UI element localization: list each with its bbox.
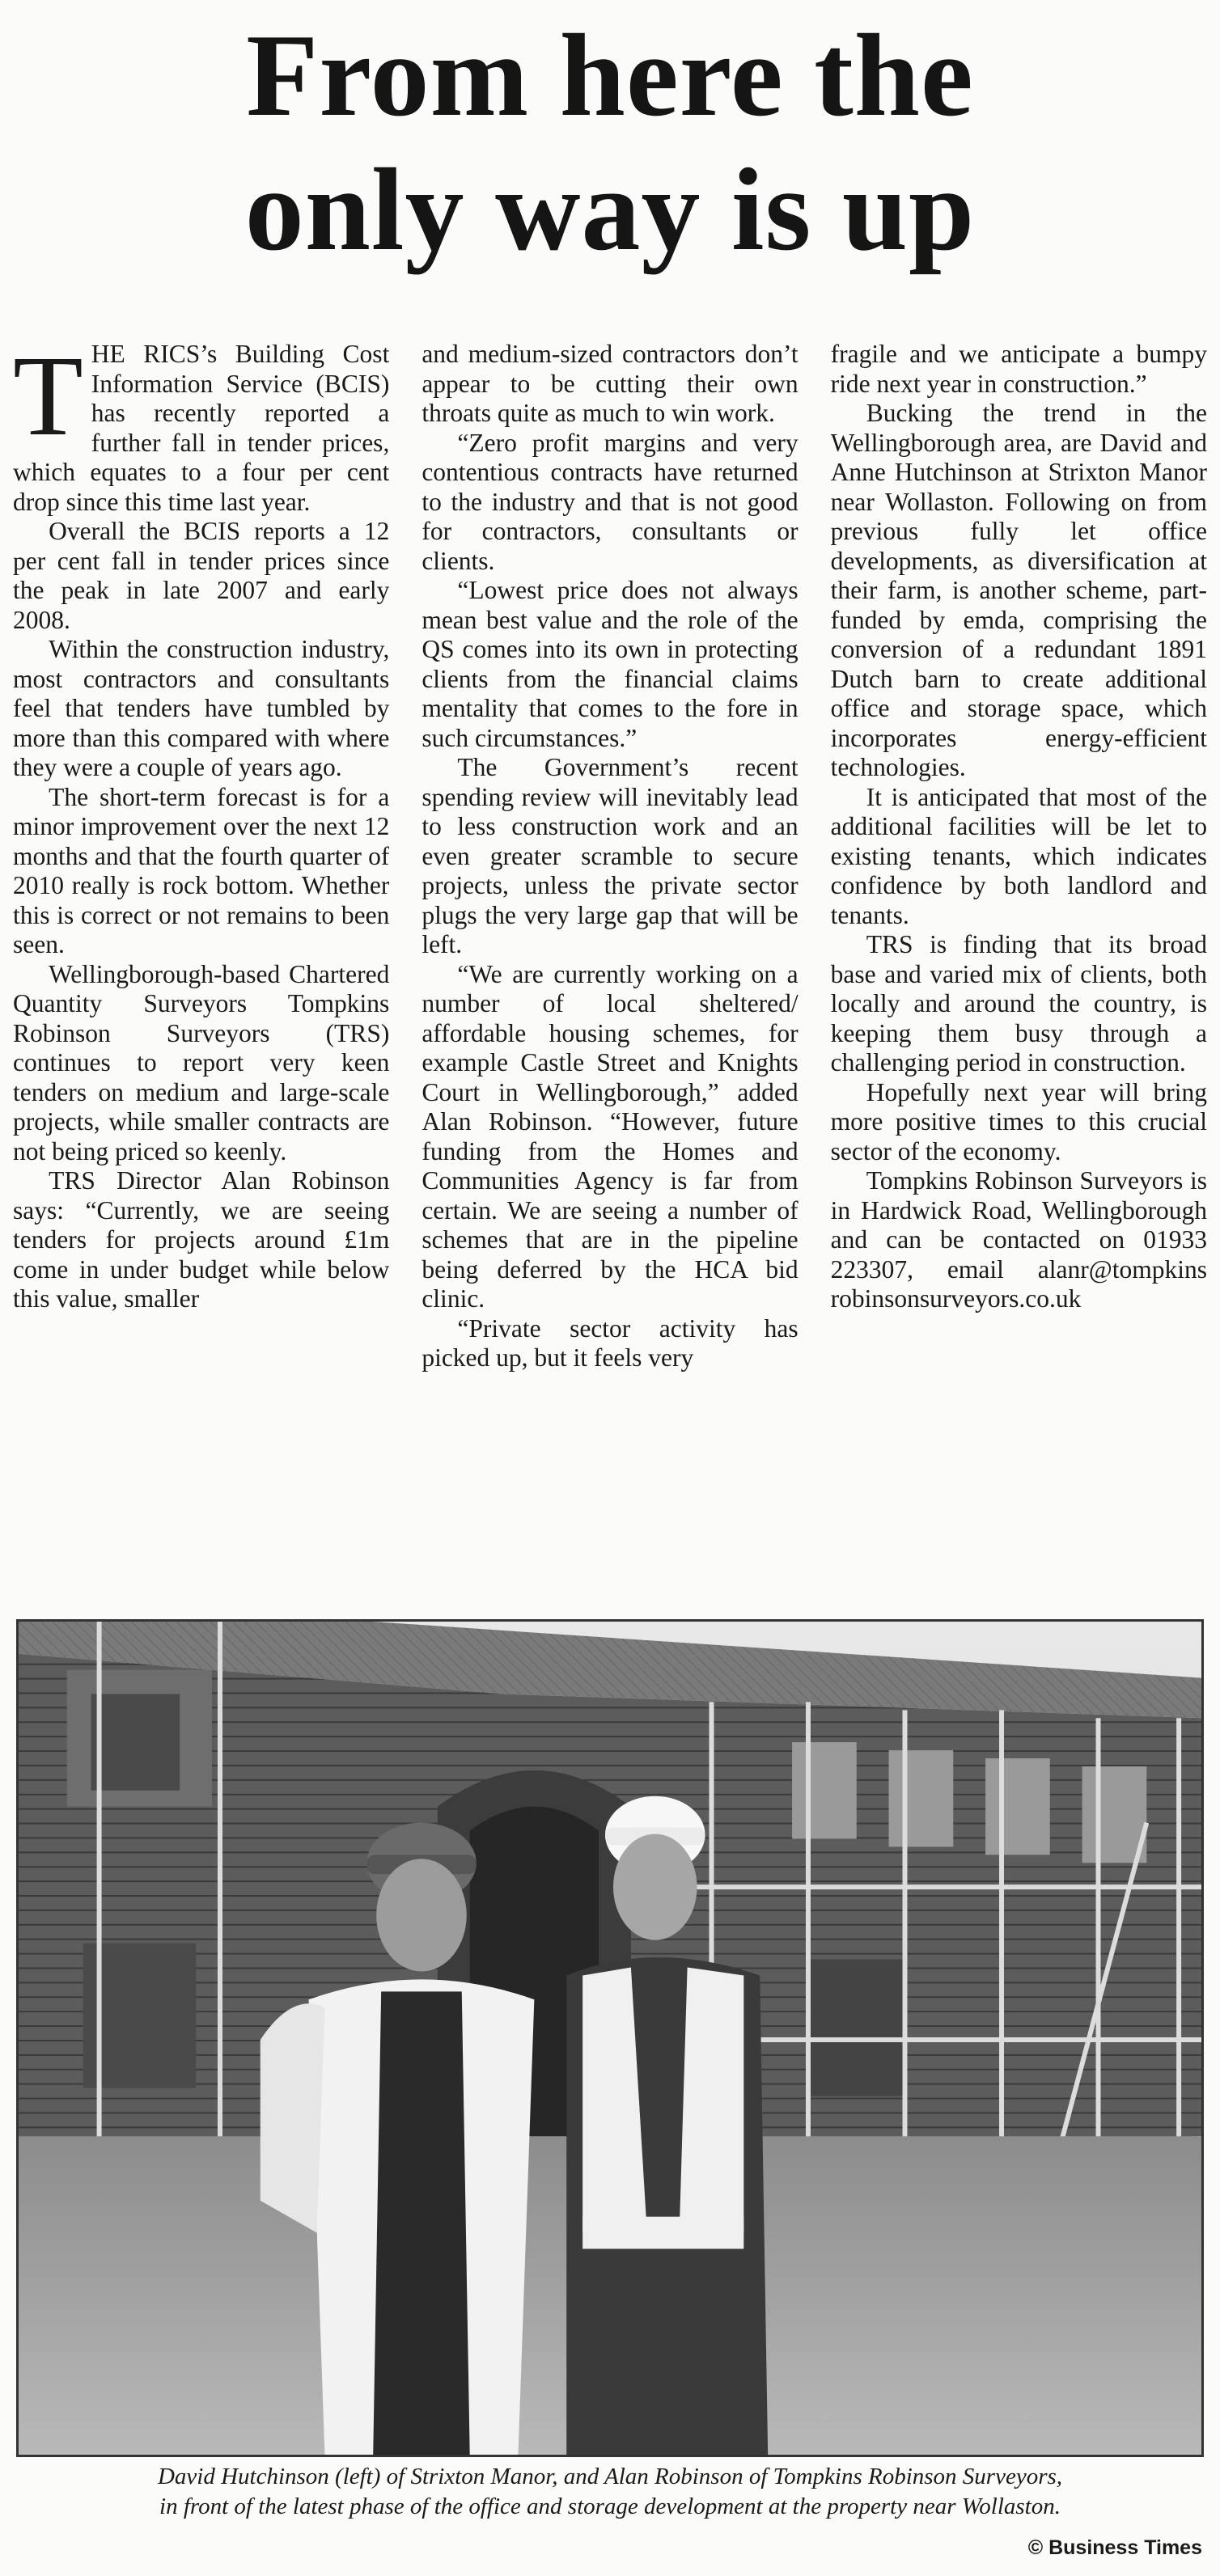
article-body [13, 340, 1207, 1592]
article-paragraph: Within the construction industry, most contractors and consultants feel that tenders have tumbled by more than this compared with where they were a couple of years ago. [13, 635, 390, 781]
article-paragraph: The Government’s recent spending review will inevitably lead to less construction work and an even greater scramble to secure projects, unless the private sector plugs the very large gap that will be left. [421, 753, 799, 958]
article-paragraph: and medium-sized contractors don’t appear to be cutting their own throats quite as much to win work. [421, 340, 799, 427]
photo-illustration [19, 1622, 1201, 2455]
article-paragraph: The short-term forecast is for a minor improvement over the next 12 months and that the fourth quarter of 2010 really is rock bottom. Whether this is correct or not remains to been seen. [13, 782, 390, 958]
article-paragraph: Tompkins Robinson Surveyors is in Hardwick Road, Wellingborough and can be contacted on 01933 223307, email alanr@tompkins robinsonsurveyors.co.uk [830, 1166, 1207, 1313]
caption-line-1: David Hutchinson (left) of Strixton Manor, and Alan Robinson of Tompkins Robinson Surveyors, [157, 2464, 1063, 2489]
article-paragraph: It is anticipated that most of the additional facilities will be let to existing tenants, which indicates confidence by both landlord and tenants. [830, 782, 1207, 929]
article-photo [16, 1619, 1204, 2457]
article-paragraph: “Lowest price does not always mean best value and the role of the QS comes into its own in protecting clients from the financial claims mentality that comes to the fore in such circumstances.” [421, 576, 799, 752]
article-paragraph: “We are currently working on a number of local sheltered/ affordable housing schemes, for example Castle Street and Knights Court in Wellingborough,” added Alan Robinson. “However, future funding from the Homes and Communities Agency is far from certain. We are seeing a number of schemes that are in the pipeline being deferred by the HCA bid clinic. [421, 959, 799, 1313]
photo-caption [16, 2462, 1204, 2522]
article-paragraph: fragile and we anticipate a bumpy ride next year in construction.” [830, 340, 1207, 398]
drop-cap: T [13, 340, 83, 459]
article-paragraph: TRS is finding that its broad base and varied mix of clients, both locally and around the country, is keeping them busy through a challenging period in construction. [830, 930, 1207, 1077]
article-column-3 [831, 340, 1207, 1592]
article-paragraph: “Private sector activity has picked up, but it feels very [421, 1313, 799, 1372]
caption-line-2: in front of the latest phase of the office and storage development at the property near Wollaston. [159, 2494, 1061, 2519]
copyright-credit: © Business Times [1027, 2536, 1202, 2559]
article-paragraph: Hopefully next year will bring more positive times to this crucial sector of the economy. [830, 1077, 1207, 1165]
article-paragraph: Bucking the trend in the Wellingborough area, are David and Anne Hutchinson at Strixton Manor near Wollaston. Following on from previous fully let office developments, as diversification at their farm, is another scheme, part-funded by emda, comprising the conversion of a redundant 1891 Dutch barn to create additional office and storage space, which incorporates energy-efficient technologies. [830, 399, 1207, 781]
article-paragraph [13, 340, 389, 517]
headline-line-2: only way is up [244, 144, 976, 275]
article-column-2 [421, 340, 798, 1592]
article-column-1 [13, 340, 389, 1592]
article-paragraph: TRS Director Alan Robinson says: “Currently, we are seeing tenders for projects around £1m come in under budget while below this value, smaller [13, 1166, 390, 1313]
article-paragraph: Overall the BCIS reports a 12 per cent fall in tender prices since the peak in late 2007 and early 2008. [13, 517, 390, 634]
article-paragraph: Wellingborough-based Chartered Quantity Surveyors Tompkins Robinson Surveyors (TRS) continues to report very keen tenders on medium and large-scale projects, while smaller contracts are not being priced so keenly. [13, 959, 390, 1165]
article-paragraph: “Zero profit margins and very contentious contracts have returned to the industry and that is not good for contractors, consultants or clients. [421, 428, 799, 575]
headline-line-1: From here the [246, 10, 974, 141]
paragraph-text: HE RICS’s Building Cost Information Service (BCIS) has recently reported a further fall in tender prices, which equates to a four per cent drop since this time last year. [13, 340, 390, 516]
headline [0, 8, 1220, 277]
